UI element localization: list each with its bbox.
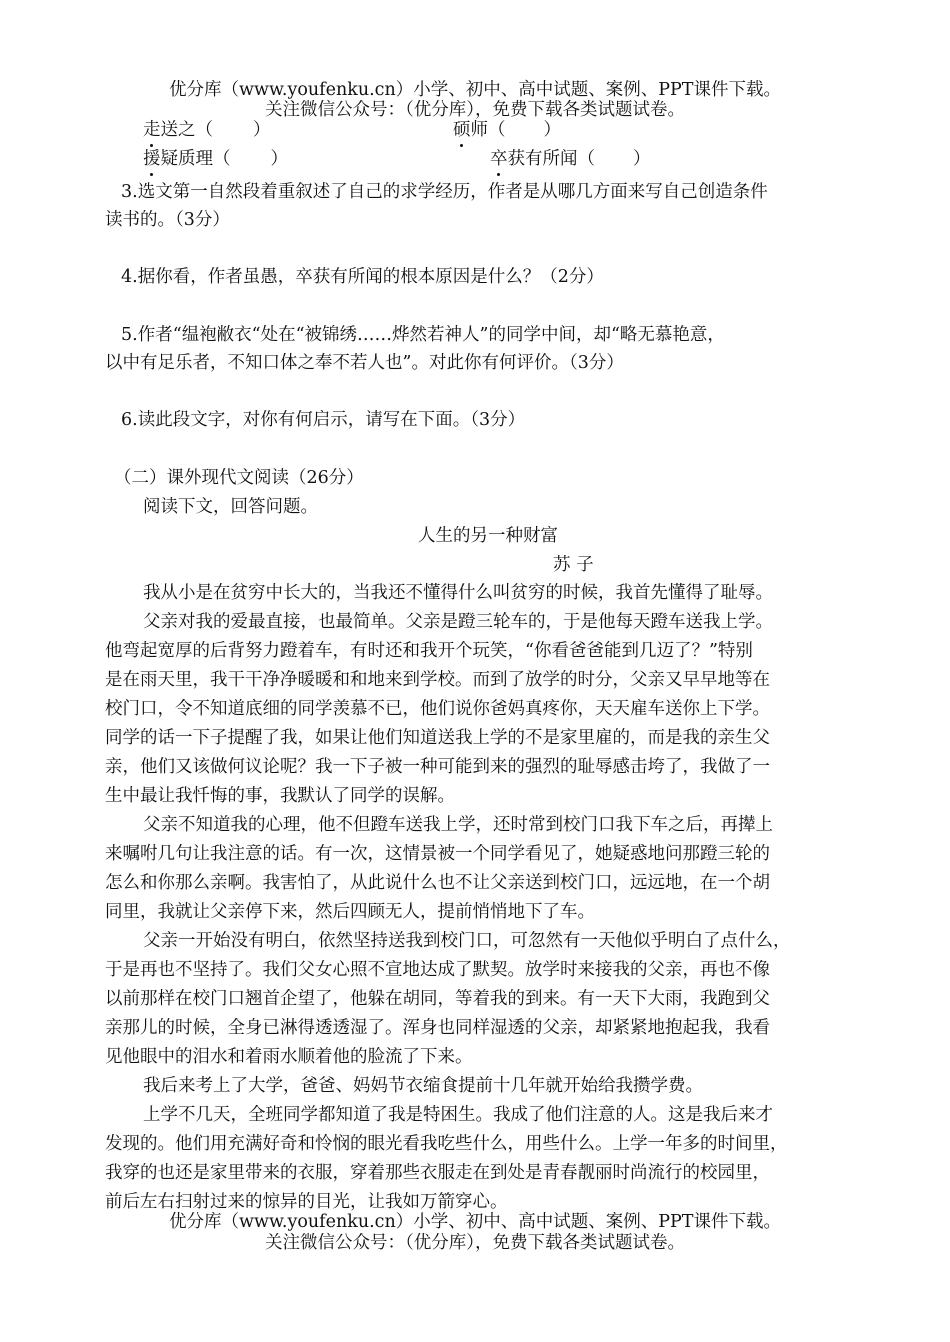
emphasis-dot-char: 援 — [143, 149, 161, 169]
question-4: 4.据你看，作者虽愚，卒获有所闻的根本原因是什么？（2分） — [121, 267, 604, 287]
article-line: 上学不几天，全班同学都知道了我是特困生。我成了他们注意的人。这是我后来才 — [143, 1105, 773, 1125]
article-line: 父亲不知道我的心理，他不但蹬车送我上学，还时常到校门口我下车之后，再撵上 — [143, 815, 773, 835]
article-line: 我从小是在贫穷中长大的，当我还不懂得什么叫贫穷的时候，我首先懂得了耻辱。 — [143, 583, 773, 603]
article-line: 同学的话一下子提醒了我，如果让他们知道送我上学的不是家里雇的，而是我的亲生父 — [105, 728, 770, 748]
article-line: 以前那样在校门口翘首企望了，他躲在胡同，等着我的到来。有一天下大雨，我跑到父 — [105, 989, 770, 1009]
question-3-line-1: 3.选文第一自然段着重叙述了自己的求学经历，作者是从哪几方面来写自己创造条件 — [121, 182, 768, 202]
question-3-line-2: 读书的。（3分） — [105, 210, 230, 230]
article-line: 校门口，令不知道底细的同学羡慕不已，他们说你爸妈真疼你，天天雇车送你上下学。 — [105, 699, 770, 719]
article-line: 是在雨天里，我干干净净暖暖和和地来到学校。而到了放学的时分，父亲又早早地等在 — [105, 670, 770, 690]
article-line: 同里，我就让父亲停下来，然后四顾无人，提前悄悄地下了车。 — [105, 902, 595, 922]
article-line: 发现的。他们用充满好奇和怜悯的眼光看我吃些什么，用些什么。上学一年多的时间里， — [105, 1134, 788, 1154]
question-6: 6.读此段文字，对你有何启示，请写在下面。（3分） — [121, 410, 526, 430]
article-line: 父亲对我的爱最直接，也最简单。父亲是蹬三轮车的，于是他每天蹬车送我上学。 — [143, 612, 773, 632]
reading-instruction: 阅读下文，回答问题。 — [143, 497, 318, 517]
emphasis-dot-char: 卒 — [490, 149, 508, 169]
vocab-item-shuoshi — [453, 118, 561, 142]
article-author: 苏 子 — [553, 555, 594, 575]
article-line: 前后左右扫射过来的惊异的目光，让我如万箭穿心。 — [105, 1192, 508, 1212]
vocab-bracket-close: ） — [270, 149, 288, 169]
vocab-text: 走送之（ — [143, 120, 213, 140]
article-title: 人生的另一种财富 — [418, 526, 558, 546]
header-line-1: 优分库（www.youfenku.cn）小学、初中、高中试题、案例、PPT课件下载。 — [169, 80, 781, 100]
vocab-item-zuhuoyousuowen — [490, 147, 651, 171]
article-line: 亲那儿的时候，全身已淋得透透湿了。浑身也同样湿透的父亲，却紧紧地抱起我，我看 — [105, 1018, 770, 1038]
article-line: 他弯起宽厚的后背努力蹬着车，有时还和我开个玩笑，“你看爸爸能到几迈了？”特别 — [105, 641, 753, 661]
question-5-line-1: 5.作者“缊袍敝衣“处在“被锦绣……烨然若神人”的同学中间，却“略无慕艳意， — [121, 325, 725, 345]
article-line: 亲，他们又该做何议论呢？我一下子被一种可能到来的强烈的耻辱感击垮了，我做了一 — [105, 757, 770, 777]
section-heading: （二）课外现代文阅读（26分） — [114, 468, 364, 488]
vocab-text: 卒获有所闻（ — [490, 149, 595, 169]
article-line: 于是再也不坚持了。我们父女心照不宣地达成了默契。放学时来接我的父亲，再也不像 — [105, 960, 770, 980]
article-line: 我穿的也还是家里带来的衣服，穿着那些衣服走在到处是青春靓丽时尚流行的校园里， — [105, 1163, 770, 1183]
header-line-2: 关注微信公众号：（优分库），免费下载各类试题试卷。 — [265, 100, 685, 120]
vocab-bracket-close: ） — [253, 120, 271, 140]
footer-line-1: 优分库（www.youfenku.cn）小学、初中、高中试题、案例、PPT课件下载。 — [169, 1212, 781, 1232]
article-line: 怎么和你那么亲啊。我害怕了，从此说什么也不让父亲送到校门口，远远地，在一个胡 — [105, 873, 770, 893]
article-line: 生中最让我忏悔的事，我默认了同学的误解。 — [105, 786, 455, 806]
emphasis-dot-char: 硕 — [453, 120, 471, 140]
article-line: 来嘱咐几句让我注意的话。有一次，这情景被一个同学看见了，她疑惑地问那蹬三轮的 — [105, 844, 770, 864]
vocab-text: 硕师（ — [453, 120, 506, 140]
article-line: 见他眼中的泪水和着雨水顺着他的脸流了下来。 — [105, 1047, 473, 1067]
article-line: 父亲一开始没有明白，依然坚持送我到校门口，可忽然有一天他似乎明白了点什么， — [143, 931, 791, 951]
emphasis-dot-char: 走 — [143, 120, 161, 140]
footer-line-2: 关注微信公众号：（优分库），免费下载各类试题试卷。 — [265, 1233, 685, 1253]
vocab-bracket-close: ） — [633, 149, 651, 169]
question-5-line-2: 以中有足乐者，不知口体之奉不若人也”。对此你有何评价。（3分） — [105, 353, 624, 373]
article-line: 我后来考上了大学，爸爸、妈妈节衣缩食提前十几年就开始给我攒学费。 — [143, 1076, 703, 1096]
vocab-item-yuanyizhili — [143, 147, 288, 171]
vocab-item-zousongzhi — [143, 118, 271, 142]
vocab-bracket-close: ） — [543, 120, 561, 140]
vocab-text: 援疑质理（ — [143, 149, 231, 169]
